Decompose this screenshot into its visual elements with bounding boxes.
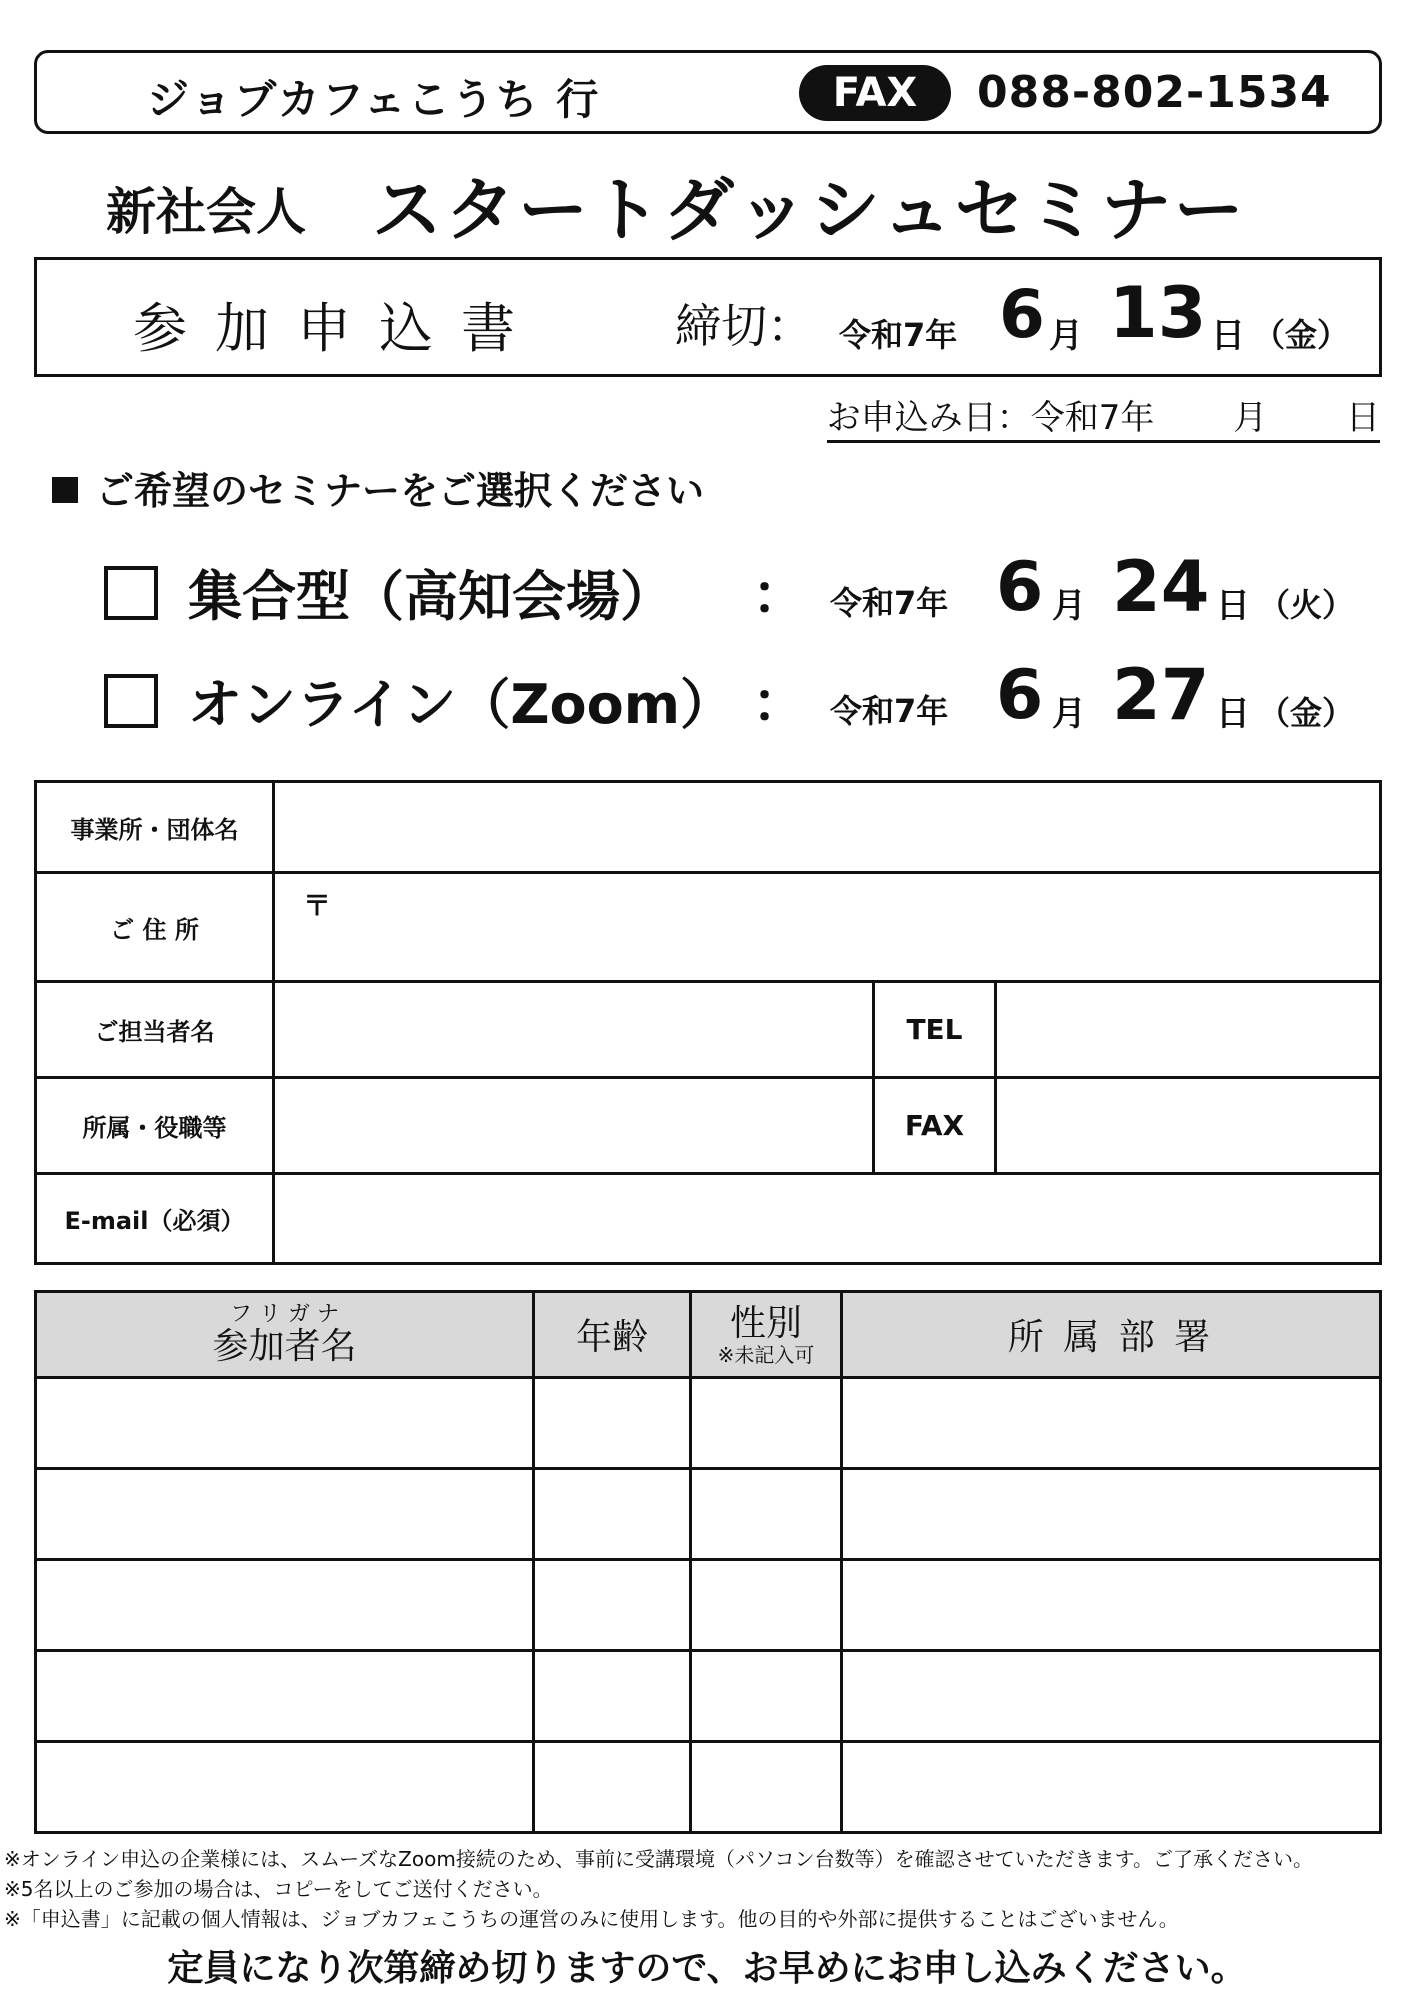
company-field[interactable] [274,782,1381,873]
age-cell[interactable] [534,1378,691,1469]
option-day-unit: 日 [1216,586,1250,626]
age-cell[interactable] [534,1469,691,1560]
deadline-label: 締切： [675,299,813,353]
square-bullet-icon [52,477,78,503]
company-info-table [34,780,1382,1265]
option-online-label: オンライン（Zoom） [188,673,734,736]
choose-heading [52,460,704,515]
note-privacy: ※「申込書」に記載の個人情報は、ジョブカフェこうちの運営のみに使用します。他の目的や外部に提供することはございません。 [4,1907,1179,1931]
address-label: ご 住 所 [36,873,274,982]
position-label: 所属・役職等 [36,1078,274,1174]
option-venue [0,540,1414,640]
gender-header-text: 性別 [729,1302,802,1344]
name-header-text: 参加者名 [212,1325,357,1367]
deadline-day: 13 [1109,272,1207,354]
option-day: 27 [1112,654,1210,736]
participants-table [34,1290,1382,1834]
option-month-unit: 月 [1052,694,1086,734]
age-cell[interactable] [534,1651,691,1742]
email-label: E-mail（必須） [36,1174,274,1264]
option-online-checkbox[interactable] [104,674,158,728]
option-online [0,648,1414,748]
option-month: 6 [996,656,1044,735]
gender-cell[interactable] [691,1469,842,1560]
department-cell[interactable] [842,1469,1381,1560]
option-weekday: （火） [1258,586,1355,624]
table-row [36,1742,1381,1833]
name-cell[interactable] [36,1742,534,1833]
option-venue-checkbox[interactable] [104,566,158,620]
address-field[interactable] [274,873,1381,982]
table-row [36,1378,1381,1469]
name-header [36,1292,534,1378]
contact-label: ご担当者名 [36,982,274,1078]
fax-label: FAX [874,1078,996,1174]
option-month: 6 [996,548,1044,627]
deadline-month: 6 [999,276,1045,353]
name-cell[interactable] [36,1560,534,1651]
company-label: 事業所・団体名 [36,782,274,873]
department-header: 所 属 部 署 [842,1292,1381,1378]
deadline-weekday: （金） [1253,316,1350,354]
table-row [36,1560,1381,1651]
gender-note: ※未記入可 [717,1342,815,1367]
name-cell[interactable] [36,1651,534,1742]
name-cell[interactable] [36,1469,534,1560]
notes [4,1844,1313,1934]
application-box [34,257,1382,377]
fax-badge: FAX [799,65,951,121]
name-cell[interactable] [36,1378,534,1469]
furigana-header: フ リ ガ ナ [230,1301,339,1327]
department-cell[interactable] [842,1651,1381,1742]
option-venue-label: 集合型（高知会場） [188,565,674,628]
form-title: 参加申込書 [133,297,543,360]
gender-cell[interactable] [691,1742,842,1833]
deadline-month-unit: 月 [1049,316,1083,356]
gender-cell[interactable] [691,1560,842,1651]
department-cell[interactable] [842,1378,1381,1469]
deadline-era: 令和7年 [839,316,958,354]
option-weekday: （金） [1258,694,1355,732]
age-cell[interactable] [534,1560,691,1651]
title-main: スタートダッシュセミナー [372,169,1247,251]
department-cell[interactable] [842,1560,1381,1651]
email-field[interactable] [274,1174,1381,1264]
fax-number: 088-802-1534 [977,67,1332,118]
application-date-field[interactable]: お申込み日：令和7年 月 日 [827,396,1380,443]
tel-field[interactable] [996,982,1381,1078]
gender-header [691,1292,842,1378]
fax-header [34,50,1382,134]
option-colon: ： [752,563,806,626]
option-day: 24 [1112,546,1210,628]
position-field[interactable] [274,1078,874,1174]
tel-label: TEL [874,982,996,1078]
gender-cell[interactable] [691,1651,842,1742]
gender-cell[interactable] [691,1378,842,1469]
option-colon: ： [752,671,806,734]
table-row [36,1651,1381,1742]
choose-heading-text: ご希望のセミナーをご選択ください [96,469,705,513]
option-month-unit: 月 [1052,586,1086,626]
addressee: ジョブカフェこうち 行 [147,75,601,124]
option-era: 令和7年 [830,584,949,622]
age-cell[interactable] [534,1742,691,1833]
contact-field[interactable] [274,982,874,1078]
title-prefix: 新社会人 [106,183,306,241]
closing-message: 定員になり次第締め切りますので、お早めにお申し込みください。 [167,1948,1247,1989]
page-title [0,160,1414,251]
postal-mark: 〒 [303,889,332,922]
table-row [36,1469,1381,1560]
fax-field[interactable] [996,1078,1381,1174]
note-online: ※オンライン申込の企業様には、スムーズなZoom接続のため、事前に受講環境（パソコン台数等）を確認させていただきます。ご了承ください。 [4,1847,1314,1871]
option-day-unit: 日 [1216,694,1250,734]
age-header: 年齢 [534,1292,691,1378]
deadline-day-unit: 日 [1211,316,1245,356]
department-cell[interactable] [842,1742,1381,1833]
option-era: 令和7年 [830,692,949,730]
note-copy: ※5名以上のご参加の場合は、コピーをしてご送付ください。 [4,1877,553,1901]
